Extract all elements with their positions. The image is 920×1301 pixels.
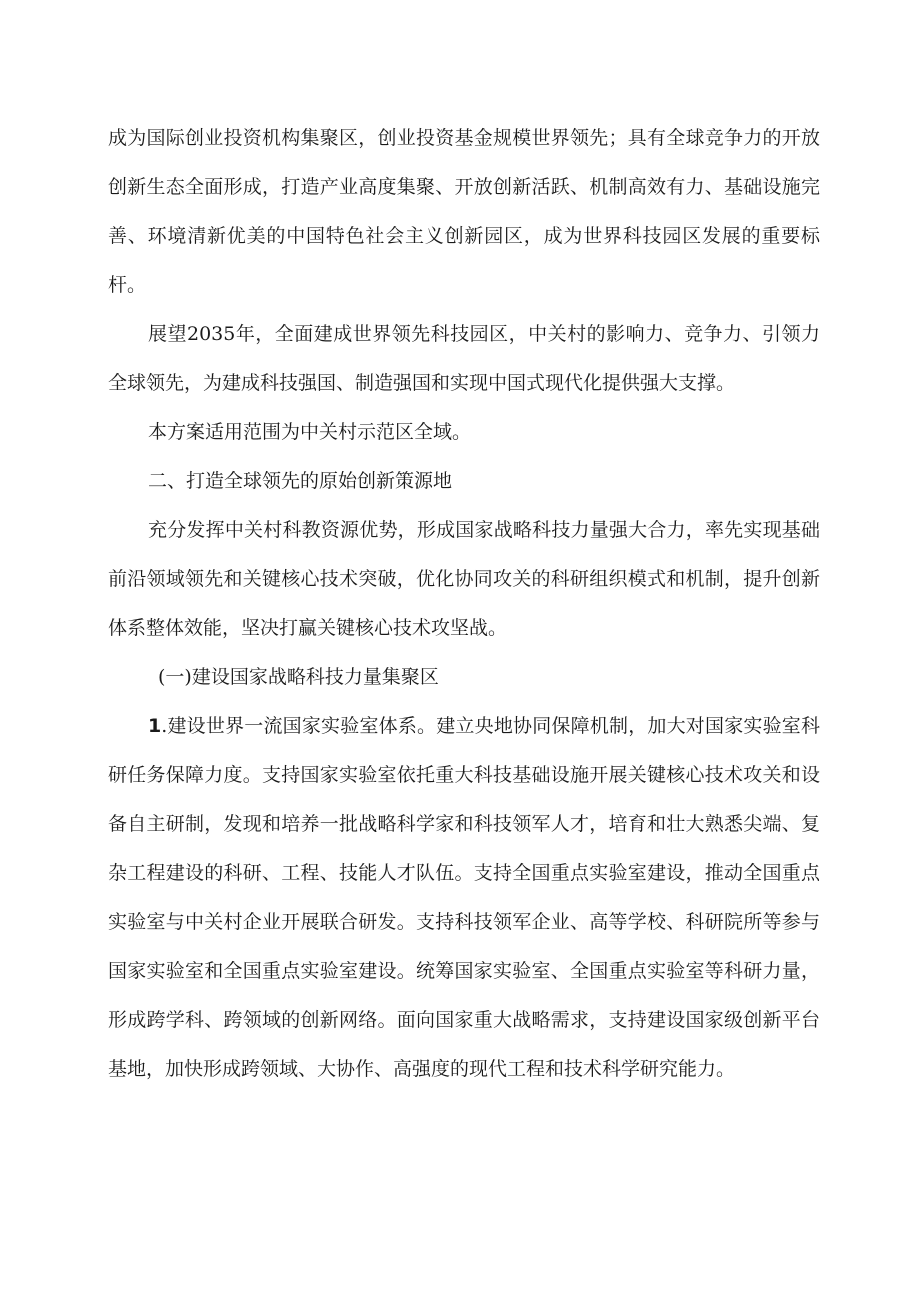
section-heading: 二、打造全球领先的原始创新策源地: [148, 470, 453, 492]
paragraph-section-intro: 充分发挥中关村科教资源优势，形成国家战略科技力量强大合力，率先实现基础前沿领域领先和关键核心技术突破，优化协同攻关的科研组织模式和机制，提升创新体系整体效能，坚决打赢关键核心技术攻坚战。: [108, 519, 820, 639]
paragraph-item-1: [108, 702, 820, 1094]
paragraph-scope: 本方案适用范围为中关村示范区全域。: [148, 421, 472, 443]
paragraph-2035-outlook: 展望2035年，全面建成世界领先科技园区，中关村的影响力、竞争力、引领力全球领先，为建成科技强国、制造强国和实现中国式现代化提供强大支撑。: [108, 323, 820, 394]
subsection-heading-text: (一)建设国家战略科技力量集聚区: [158, 666, 439, 688]
paragraph-1: 成为国际创业投资机构集聚区，创业投资基金规模世界领先；具有全球竞争力的开放创新生态全面形成，打造产业高度集聚、开放创新活跃、机制高效有力、基础设施完善、环境清新优美的中国特色社会主义创新园区，成为世界科技园区发展的重要标杆。: [108, 127, 820, 296]
item-1-text: .建设世界一流国家实验室体系。建立央地协同保障机制，加大对国家实验室科研任务保障力度。支持国家实验室依托重大科技基础设施开展关键核心技术攻关和设备自主研制，发现和培养一批战略科学家和科技领军人才，培育和壮大熟悉尖端、复杂工程建设的科研、工程、技能人才队伍。支持全国重点实验室建设，推动全国重点实验室与中关村企业开展联合研发。支持科技领军企业、高等学校、科研院所等参与国家实验室和全国重点实验室建设。统筹国家实验室、全国重点实验室等科研力量，形成跨学科、跨领域的创新网络。面向国家重大战略需求，支持建设国家级创新平台基地，加快形成跨领域、大协作、高强度的现代工程和技术科学研究能力。: [108, 715, 820, 1080]
subsection-heading: [108, 653, 820, 702]
item-number: 1: [148, 715, 162, 737]
